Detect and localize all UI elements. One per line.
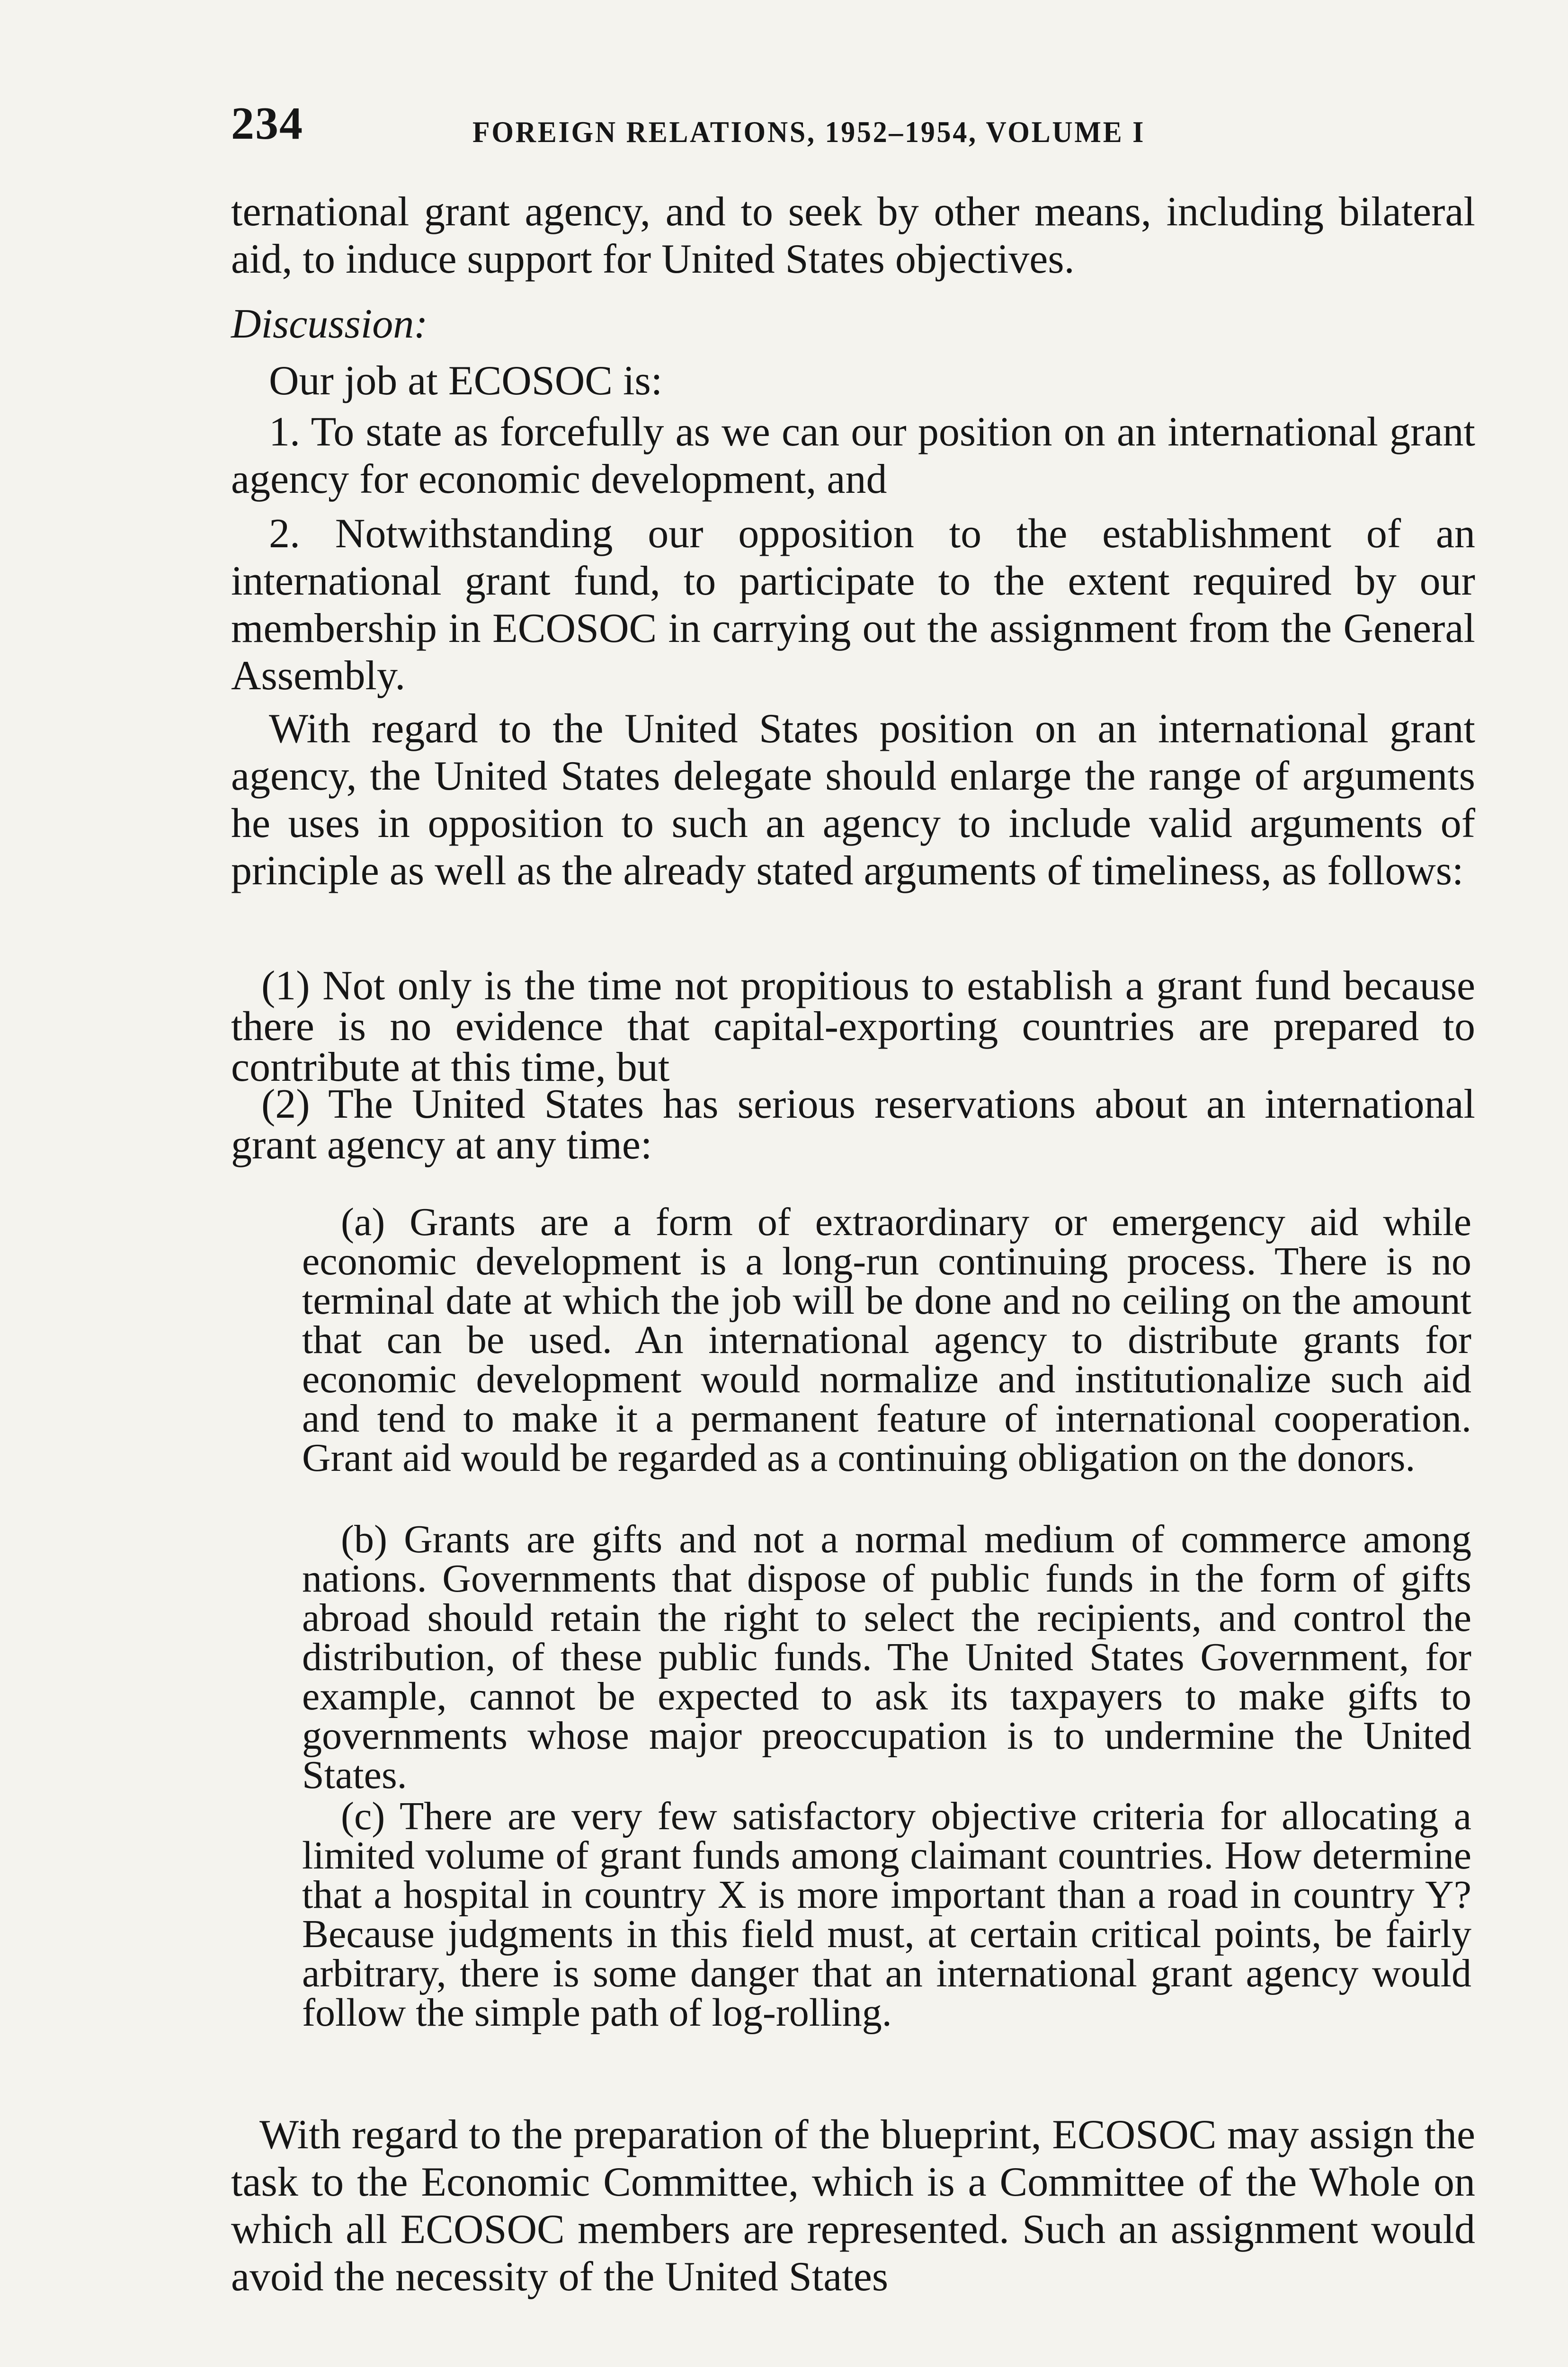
sub-argument-c: (c) There are very few satisfactory objective criteria for allocating a limited volume of grant funds among claimant countries. How determine that a hospital in country X is more important than a road in country Y? Because judgments in this field must, at certain critical points, be fairly arbitrary, there is some danger that an international grant agency would follow the simple path of log-rolling. [302,1794,1471,2035]
continuation-paragraph: ternational grant agency, and to seek by other means, including bilateral aid, to induce support for United States objectives. [231,189,1475,282]
blueprint-paragraph: With regard to the preparation of the blueprint, ECOSOC may assign the task to the Economic Committee, which is a Committee of the Whole on which all ECOSOC members are represented. Such an assignment would avoid the necessity of the United States [231,2112,1475,2300]
sub-argument-b: (b) Grants are gifts and not a normal medium of commerce among nations. Governments that dispose of public funds in the form of gifts abroad should retain the right to select the recipients, and control the distribution, of these public funds. The United States Government, for example, cannot be expected to ask its taxpayers to make gifts to governments whose major preoccupation is to undermine the United States. [302,1517,1471,1797]
discussion-heading: Discussion: [231,301,428,347]
argument-1: (1) Not only is the time not propitious to establish a grant fund because there is no evidence that capital-exporting countries are prepared to contribute at this time, but [231,963,1475,1090]
list-item-2: 2. Notwithstanding our opposition to the establishment of an international grant fund, to participate to the extent required by our membership in ECOSOC in carrying out the assignment from the General Assembly. [231,511,1475,699]
list-item-1: 1. To state as forcefully as we can our position on an international grant agency for economic development, and [231,409,1475,502]
position-paragraph: With regard to the United States position on an international grant agency, the United States delegate should enlarge the range of arguments he uses in opposition to such an agency to include valid arguments of principle as well as the already stated arguments of timeliness, as follows: [231,706,1475,894]
page-number: 234 [231,98,303,149]
page-header [231,97,1476,163]
running-head: FOREIGN RELATIONS, 1952–1954, VOLUME I [472,116,1146,149]
argument-2: (2) The United States has serious reservations about an international grant agency at any time: [231,1081,1475,1168]
sub-argument-a: (a) Grants are a form of extraordinary or emergency aid while economic development is a long-run continuing process. There is no terminal date at which the job will be done and no ceiling on the amount that can be used. An international agency to distribute grants for economic development would normalize and institutionalize such aid and tend to make it a permanent feature of international cooperation. Grant aid would be regarded as a continuing obligation on the donors. [302,1200,1471,1480]
our-job-paragraph: Our job at ECOSOC is: [269,358,663,404]
